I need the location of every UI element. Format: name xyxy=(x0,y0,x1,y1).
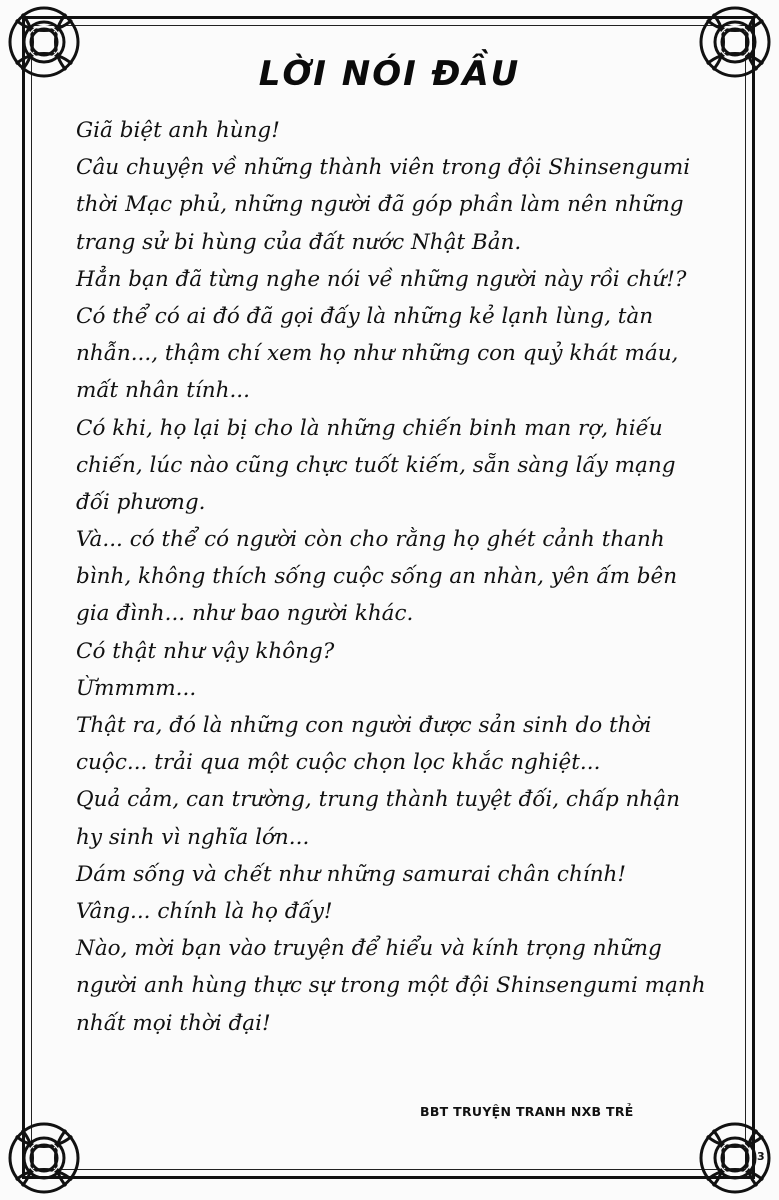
text-line: hy sinh vì nghĩa lớn... xyxy=(76,824,310,850)
text-line: Giã biệt anh hùng! xyxy=(76,118,280,143)
text-line: bình, không thích sống cuộc sống an nhàn, yên ấm bên xyxy=(76,564,678,590)
celtic-knot-icon xyxy=(2,1116,86,1200)
page-title: LỜI NÓI ĐẦU xyxy=(258,54,521,94)
text-line: Câu chuyện về những thành viên trong đội Shinsengumi xyxy=(76,155,691,181)
text-line: thời Mạc phủ, những người đã góp phần làm nên những xyxy=(76,192,684,218)
text-line: Ừmmmm... xyxy=(76,675,197,701)
text-line: cuộc... trải qua một cuộc chọn lọc khắc nghiệt... xyxy=(76,750,601,776)
text-line: nhẫn..., thậm chí xem họ như những con quỷ khát máu, xyxy=(76,341,679,367)
text-line: gia đình... như bao người khác. xyxy=(76,601,414,627)
text-line: Thật ra, đó là những con người được sản sinh do thời xyxy=(76,713,652,738)
text-line: chiến, lúc nào cũng chực tuốt kiếm, sẵn sàng lấy mạng xyxy=(76,452,676,478)
page-number: 3 xyxy=(757,1150,765,1163)
text-line: đối phương. xyxy=(76,489,206,515)
text-line: trang sử bi hùng của đất nước Nhật Bản. xyxy=(76,229,522,255)
text-line: nhất mọi thời đại! xyxy=(76,1010,271,1036)
publisher-credit: BBT TRUYỆN TRANH NXB TRẺ xyxy=(420,1104,634,1119)
text-line: người anh hùng thực sự trong một đội Shinsengumi mạnh xyxy=(76,973,706,999)
text-line: mất nhân tính... xyxy=(76,378,250,404)
text-line: Có thể có ai đó đã gọi đấy là những kẻ lạnh lùng, tàn xyxy=(76,303,654,329)
text-line: Quả cảm, can trường, trung thành tuyệt đối, chấp nhận xyxy=(76,787,680,813)
text-line: Dám sống và chết như những samurai chân chính! xyxy=(76,861,627,887)
text-line: Hẳn bạn đã từng nghe nói về những người này rồi chứ!? xyxy=(76,266,687,292)
preface-body xyxy=(76,112,726,1042)
text-line: Có thật như vậy không? xyxy=(76,638,335,664)
text-line: Và... có thể có người còn cho rằng họ ghét cảnh thanh xyxy=(76,527,665,553)
text-line: Vâng... chính là họ đấy! xyxy=(76,898,333,924)
text-line: Nào, mời bạn vào truyện để hiểu và kính trọng những xyxy=(76,936,662,962)
text-line: Có khi, họ lại bị cho là những chiến binh man rợ, hiếu xyxy=(76,415,663,441)
